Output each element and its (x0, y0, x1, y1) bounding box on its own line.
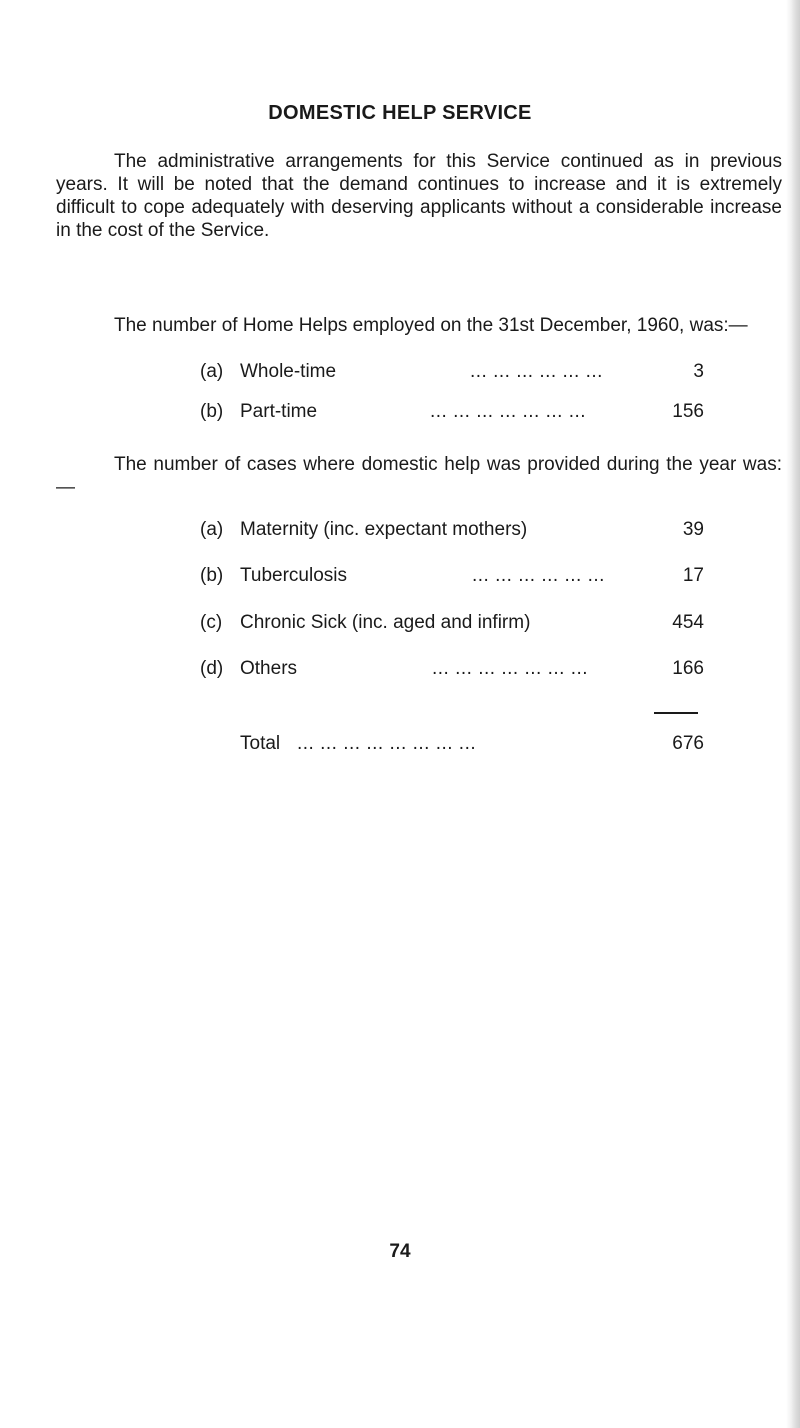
home-helps-row-whole-time (200, 359, 704, 385)
row-value: 17 (682, 565, 704, 586)
row-value: 3 (693, 361, 704, 382)
total-label: Total (240, 733, 281, 754)
leader-dots: ... ... ... ... ... ... (472, 565, 605, 586)
leader-dots: ... ... ... ... ... ... ... (432, 658, 589, 679)
cases-row-others (200, 656, 704, 682)
row-label: (a) (200, 361, 224, 382)
row-text: Others (240, 658, 298, 679)
row-label: (c) (200, 612, 223, 633)
leader-dots: ... ... ... ... ... ... ... ... (297, 733, 477, 754)
paragraph-cases: The number of cases where domestic help was provided during the year was:— (56, 454, 782, 498)
row-label: (d) (200, 658, 224, 679)
leader-dots: ... ... ... ... ... ... (470, 361, 603, 382)
row-label: (a) (200, 519, 224, 540)
page-edge-shadow (786, 0, 800, 1428)
home-helps-row-part-time (200, 399, 704, 425)
row-value: 156 (672, 401, 704, 422)
row-value: 166 (672, 658, 704, 679)
row-label: (b) (200, 565, 224, 586)
paragraph-arrangements: The administrative arrangements for this Service continued as in previous years. It will be noted that the demand continues to increase and it is extremely difficult to cope adequately with deserving applicants without a considerable increase in the cost of the Service. (56, 151, 782, 241)
total-rule (654, 712, 698, 714)
cases-row-tuberculosis (200, 563, 704, 589)
leader-dots: ... ... ... ... ... ... ... (430, 401, 587, 422)
page-number: 74 (389, 1241, 411, 1262)
page-title: DOMESTIC HELP SERVICE (268, 102, 532, 124)
paragraph-home-helps: The number of Home Helps employed on the 31st December, 1960, was:— (114, 315, 748, 336)
row-text: Tuberculosis (240, 565, 348, 586)
cases-row-maternity (200, 517, 704, 543)
row-value: 454 (672, 612, 704, 633)
total-row (200, 731, 704, 757)
cases-row-chronic-sick (200, 610, 704, 636)
row-text: Part-time (240, 401, 318, 422)
row-value: 39 (682, 519, 704, 540)
row-label: (b) (200, 401, 224, 422)
row-text: Whole-time (240, 361, 337, 382)
row-text: Chronic Sick (inc. aged and infirm) (240, 612, 531, 633)
total-value: 676 (672, 733, 704, 754)
row-text: Maternity (inc. expectant mothers) (240, 519, 528, 540)
